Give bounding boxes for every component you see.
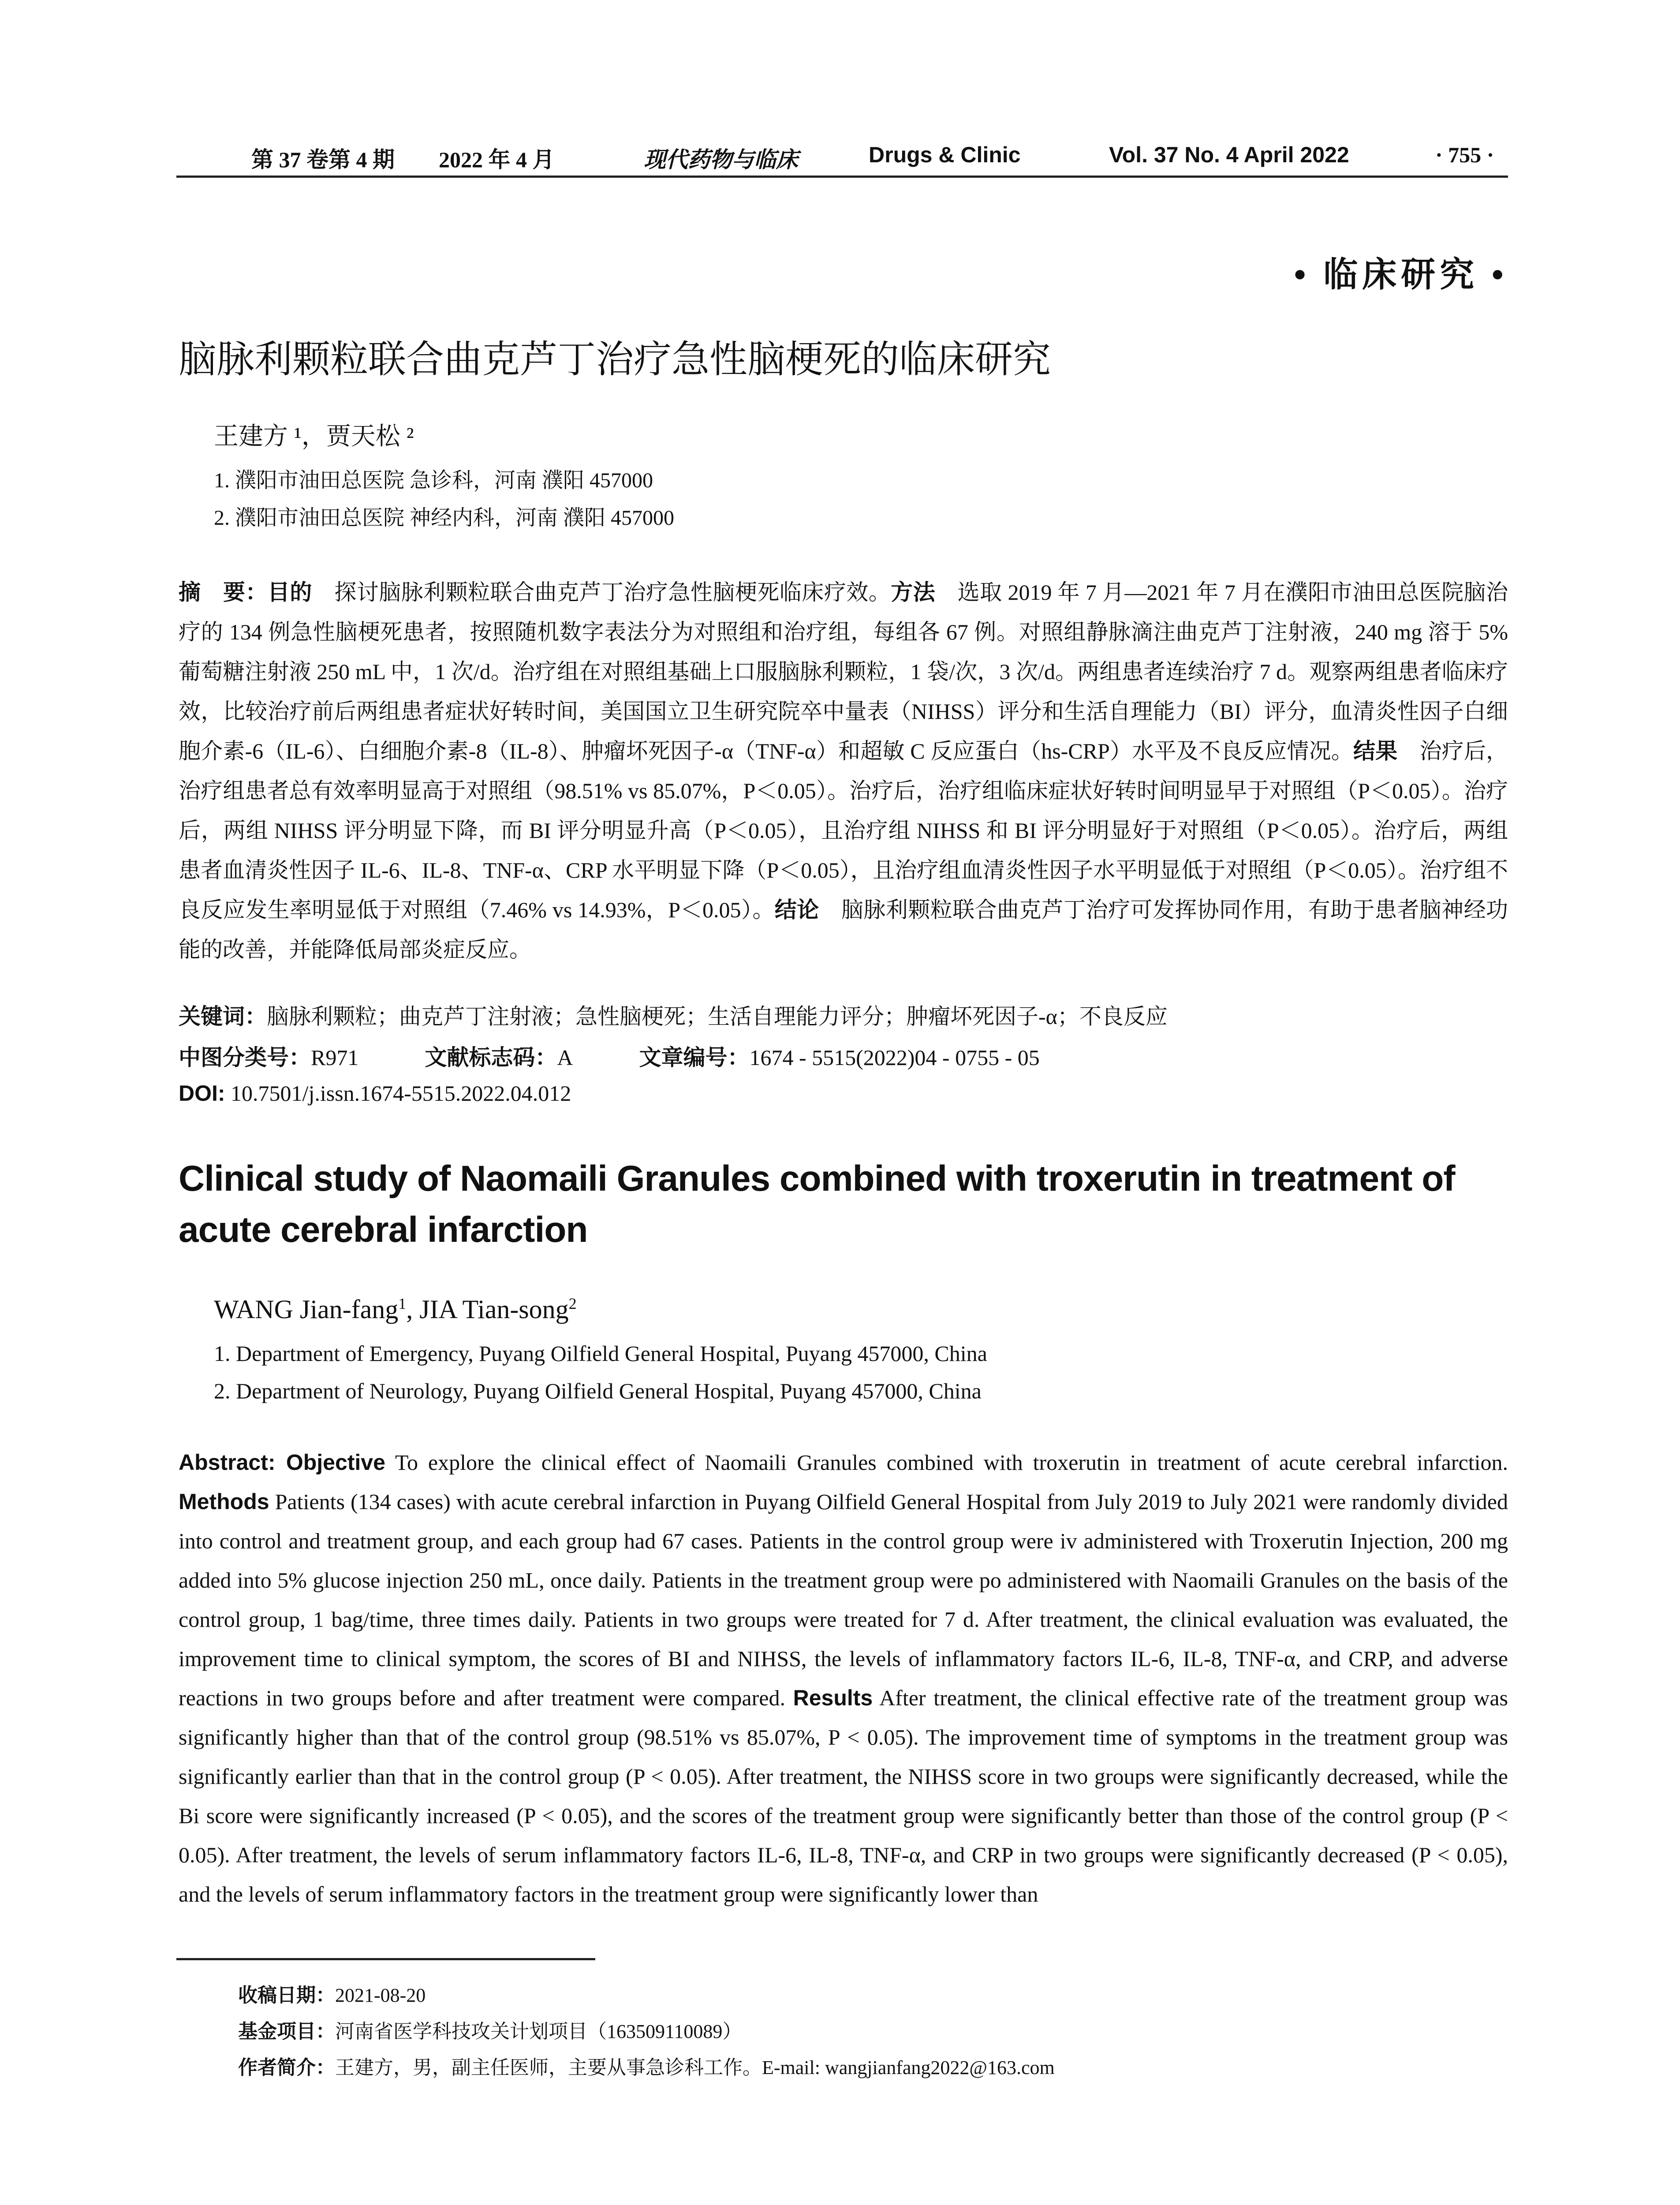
cn-objective-text: 探讨脑脉利颗粒联合曲克芦丁治疗急性脑梗死临床疗效。	[312, 580, 891, 605]
cn-title: 脑脉利颗粒联合曲克芦丁治疗急性脑梗死的临床研究	[179, 338, 1051, 381]
fund-text: 河南省医学科技攻关计划项目（163509110089）	[335, 2021, 742, 2042]
header-journal-cn: 现代药物与临床	[644, 147, 798, 172]
en-objective-label: Objective	[286, 1450, 385, 1475]
header-volume-en: Vol. 37 No. 4 April 2022	[1109, 142, 1349, 167]
en-results-text: After treatment, the clinical effective rate of the treatment group was significantly higher than that of the control group (98.51% vs 85.07%, P < 0.05). The improvement time of symptoms in the treatment group was significantly earlier than that in the control group (P < 0.05). After treatment, the NIHSS score in two groups were significantly decreased, while the Bi score were significantly increased (P < 0.05), and the scores of the treatment group were significantly better than those of the control group (P < 0.05). After treatment, the levels of serum inflammatory factors IL-6, IL-8, TNF-α, and CRP in two groups were significantly decreased (P < 0.05), and the levels of serum inflammatory factors in the treatment group were significantly lower than	[179, 1686, 1508, 1906]
header-journal-en: Drugs & Clinic	[869, 142, 1021, 167]
cn-abstract	[179, 572, 1508, 969]
en-objective-text: To explore the clinical effect of Naomaili Granules combined with troxerutin in treatment of acute cerebral infarction.	[385, 1450, 1508, 1475]
en-author-1: WANG Jian-fang	[214, 1295, 399, 1324]
fund-label: 基金项目：	[238, 2021, 335, 2042]
author-bio-text: 王建方，男，副主任医师，主要从事急诊科工作。E-mail: wangjianfang2022@163.com	[335, 2057, 1055, 2078]
en-author-2-affiliation-mark: 2	[568, 1295, 577, 1312]
cn-conclusion-label: 结论	[774, 897, 819, 922]
cn-abstract-label: 摘 要：	[179, 580, 268, 605]
cn-authors: 王建方 ¹，贾天松 ²	[214, 423, 414, 450]
cn-keywords	[179, 999, 1168, 1031]
header-volume-issue-cn: 第 37 卷第 4 期	[251, 147, 395, 172]
en-author-2: JIA Tian-song	[419, 1295, 569, 1324]
doc-code-label: 文献标志码：	[425, 1045, 557, 1070]
en-abstract-label: Abstract:	[179, 1450, 286, 1475]
cn-affiliation-2: 2. 濮阳市油田总医院 神经内科，河南 濮阳 457000	[214, 506, 675, 530]
header-page-number: · 755 ·	[1435, 142, 1494, 167]
cn-methods-text: 选取 2019 年 7 月—2021 年 7 月在濮阳市油田总医院脑治疗的 134 例急性脑梗死患者，按照随机数字表法分为对照组和治疗组，每组各 67 例。对照组静脉滴注曲克芦丁注射液，240 mg 溶于 5%葡萄糖注射液 250 mL 中，1 次/d。治疗组在对照组基础上口服脑脉利颗粒，1 袋/次，3 次/d。两组患者连续治疗 7 d。观察两组患者临床疗效，比较治疗前后两组患者症状好转时间，美国国立卫生研究院卒中量表（NIHSS）评分和生活自理能力（BI）评分，血清炎性因子白细胞介素-6（IL-6）、白细胞介素-8（IL-8）、肿瘤坏死因子-α（TNF-α）和超敏 C 反应蛋白（hs-CRP）水平及不良反应情况。	[179, 580, 1508, 763]
en-affiliation-1: 1. Department of Emergency, Puyang Oilfield General Hospital, Puyang 457000, China	[214, 1341, 987, 1366]
footnote-received	[238, 1979, 426, 2007]
en-methods-label: Methods	[179, 1489, 269, 1514]
running-header	[176, 142, 1508, 177]
doc-code-value: A	[557, 1045, 573, 1070]
clc-value: R971	[311, 1045, 359, 1070]
cn-results-label: 结果	[1353, 739, 1398, 763]
doi-label: DOI:	[179, 1081, 225, 1106]
en-methods-text: Patients (134 cases) with acute cerebral infarction in Puyang Oilfield General Hospital from July 2019 to July 2021 were randomly divided into control and treatment group, and each group had 67 cases. Patients in the control group were iv administered with Troxerutin Injection, 200 mg added into 5% glucose injection 250 mL, once daily. Patients in the treatment group were po administered with Naomaili Granules on the basis of the control group, 1 bag/time, three times daily. Patients in two groups were treated for 7 d. After treatment, the clinical evaluation was evaluated, the improvement time to clinical symptom, the scores of BI and NIHSS, the levels of inflammatory factors IL-6, IL-8, TNF-α, and CRP, and adverse reactions in two groups before and after treatment were compared.	[179, 1489, 1508, 1710]
en-abstract	[179, 1443, 1508, 1914]
cn-results-text: 治疗后，治疗组患者总有效率明显高于对照组（98.51% vs 85.07%，P＜0.05）。治疗后，治疗组临床症状好转时间明显早于对照组（P＜0.05）。治疗后，两组 NIHSS 评分明显下降，而 BI 评分明显升高（P＜0.05），且治疗组 NIHSS 和 BI 评分明显好于对照组（P＜0.05）。治疗后，两组患者血清炎性因子 IL-6、IL-8、TNF-α、CRP 水平明显下降（P＜0.05），且治疗组血清炎性因子水平明显低于对照组（P＜0.05）。治疗组不良反应发生率明显低于对照组（7.46% vs 14.93%，P＜0.05）。	[179, 739, 1508, 922]
footnote-author	[238, 2052, 1055, 2080]
header-date-cn: 2022 年 4 月	[439, 147, 555, 172]
cn-classification-line	[179, 1040, 1040, 1072]
en-authors	[214, 1294, 577, 1325]
clc-label: 中图分类号：	[179, 1045, 311, 1070]
doi-value: 10.7501/j.issn.1674-5515.2022.04.012	[225, 1081, 571, 1106]
doi-line	[179, 1080, 571, 1106]
received-label: 收稿日期：	[238, 1984, 335, 2006]
article-no-value: 1674 - 5515(2022)04 - 0755 - 05	[749, 1045, 1040, 1070]
cn-keywords-text: 脑脉利颗粒；曲克芦丁注射液；急性脑梗死；生活自理能力评分；肿瘤坏死因子-α；不良反应	[267, 1004, 1168, 1029]
cn-keywords-label: 关键词：	[179, 1004, 267, 1029]
footnote-fund	[238, 2015, 742, 2044]
en-affiliation-2: 2. Department of Neurology, Puyang Oilfield General Hospital, Puyang 457000, China	[214, 1379, 982, 1403]
header-rule	[176, 176, 1508, 178]
article-no-label: 文章编号：	[639, 1045, 750, 1070]
column-label: • 临床研究 •	[1294, 255, 1508, 294]
en-title: Clinical study of Naomaili Granules combined with troxerutin in treatment of acute cerebral infarction	[179, 1159, 1455, 1250]
en-results-label: Results	[793, 1686, 873, 1710]
cn-objective-label: 目的	[267, 580, 312, 605]
received-date: 2021-08-20	[335, 1984, 426, 2006]
footnote-rule	[176, 1958, 595, 1960]
author-bio-label: 作者简介：	[238, 2057, 335, 2078]
cn-conclusion-text: 脑脉利颗粒联合曲克芦丁治疗可发挥协同作用，有助于患者脑神经功能的改善，并能降低局部炎症反应。	[179, 897, 1508, 962]
en-author-separator: ,	[406, 1295, 420, 1324]
cn-affiliation-1: 1. 濮阳市油田总医院 急诊科，河南 濮阳 457000	[214, 469, 653, 492]
en-author-1-affiliation-mark: 1	[398, 1295, 407, 1312]
cn-methods-label: 方法	[891, 580, 936, 605]
